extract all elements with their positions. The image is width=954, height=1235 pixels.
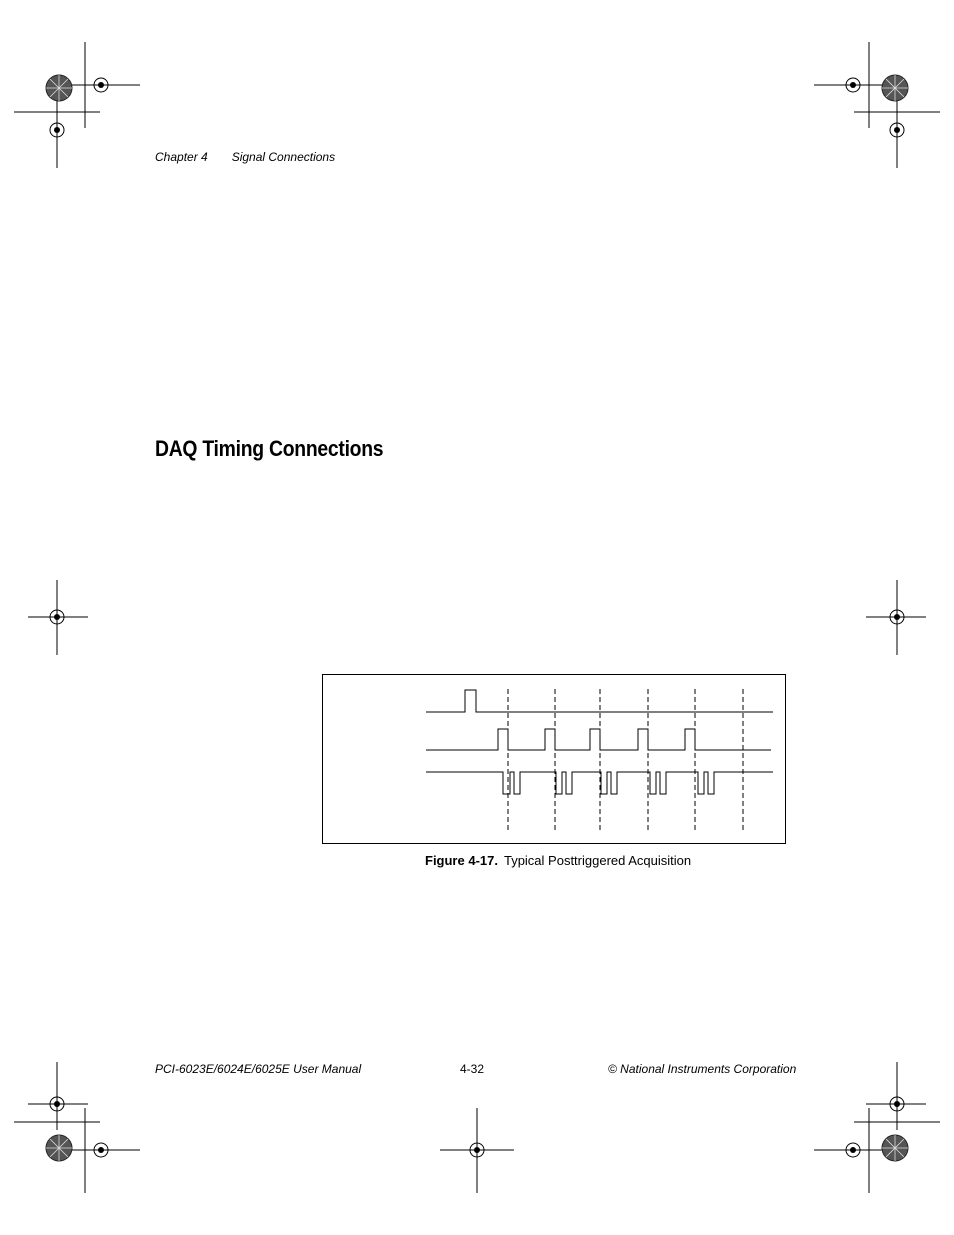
scan-clock-waveform [426,729,771,750]
figure-caption [425,853,691,868]
timing-diagram-figure [322,674,786,844]
figure-number: Figure 4-17. [425,853,498,868]
section-title: DAQ Timing Connections [155,436,384,461]
header-chapter: Chapter 4 [155,150,208,164]
timing-diagram [323,675,785,843]
figure-caption-text: Typical Posttriggered Acquisition [503,853,692,868]
footer-manual: PCI-6023E/6024E/6025E User Manual [155,1062,362,1076]
footer-page-number: 4-32 [460,1062,485,1076]
running-header [155,150,335,164]
header-section: Signal Connections [231,150,336,164]
footer-copyright: © National Instruments Corporation [608,1062,797,1076]
convert-clock-waveform [426,772,773,794]
